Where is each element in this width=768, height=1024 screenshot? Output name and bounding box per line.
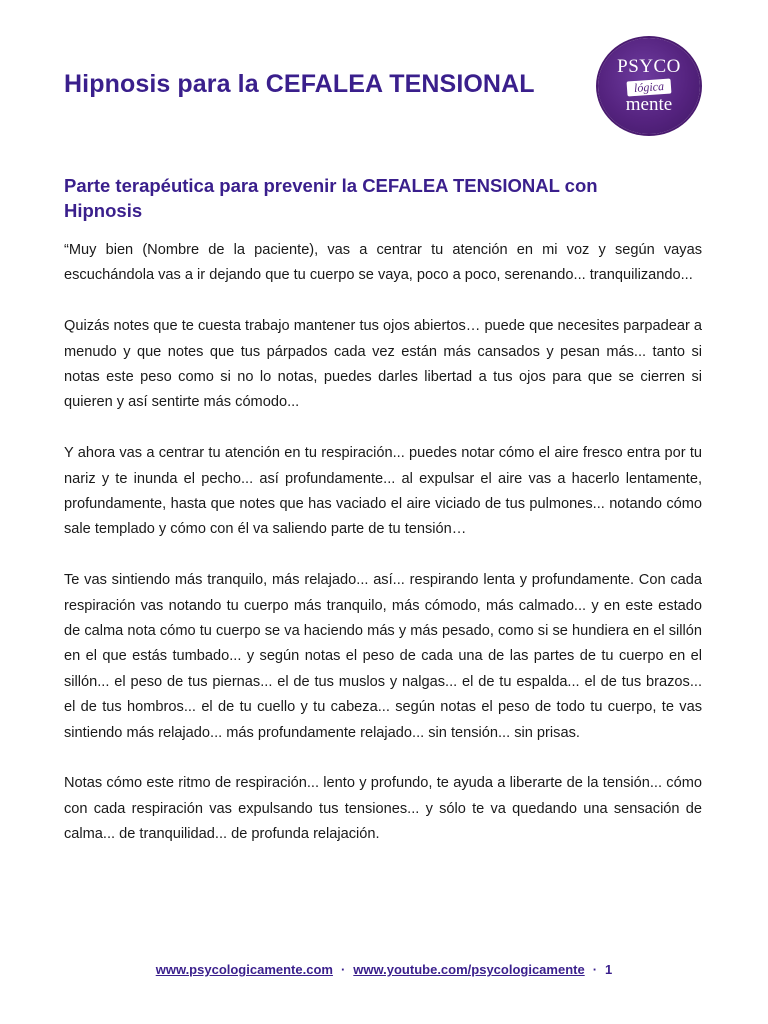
document-body [64,238,702,873]
paragraph: “Muy bien (Nombre de la paciente), vas a centrar tu atención en mi voz y según vayas escuchándola vas a ir dejando que tu cuerpo se vaya, poco a poco, serenando... tranquilizando... [64,242,702,284]
page-footer [0,962,768,977]
psycologicamente-logo [598,38,700,134]
paragraph: Te vas sintiendo más tranquilo, más relajado... así... respirando lenta y profundamente. Con cada respiración vas notando tu cuerpo más tranquilo, más cómodo, más calmado... y en este estado de calma nota cómo tu cuerpo se va haciendo más y más pesado, como si se hundiera en el sillón en el que estás tumbado... y según notas el peso de cada una de las partes de tu cuerpo en el sillón... el peso de tus piernas... el de tus muslos y nalgas... el de tu espalda... el de tus brazos... el de tus hombros... el de tu cuello y tu cabeza... según notas el peso de todo tu cuerpo, te vas sintiendo más relajado... más profundamente relajado... sin tensión... sin prisas. [64,572,702,741]
section-title: Parte terapéutica para prevenir la CEFALEA TENSIONAL con Hipnosis [64,175,598,221]
logo-line-mente: mente [625,94,673,115]
logo-line-logica: lógica [598,80,700,95]
paragraph: Notas cómo este ritmo de respiración... lento y profundo, te ayuda a liberarte de la tensión... cómo con cada respiración vas expulsando tus tensiones... y sólo te va quedando una sensación de calma... de tranquilidad... de profunda relajación. [64,775,702,843]
paragraph: Y ahora vas a centrar tu atención en tu respiración... puedes notar cómo el aire fresco entra por tu nariz y te inunda el pecho... así profundamente... al expulsar el aire vas a hacerlo lentamente, profundamente, hasta que notes que has vaciado el aire viciado de tus pulmones... notando cómo sale templado y cómo con él va saliendo parte de tu tensión… [64,445,702,538]
youtube-link[interactable]: www.youtube.com/psycologicamente [353,962,585,977]
footer-separator: · [340,962,346,977]
website-link[interactable]: www.psycologicamente.com [155,962,333,977]
footer-separator: · [592,962,598,977]
document-title: Hipnosis para la CEFALEA TENSIONAL [64,70,535,98]
page-number: 1 [605,962,613,977]
logo-line-psyco: PSYCO [617,56,681,77]
paragraph: Quizás notes que te cuesta trabajo mantener tus ojos abiertos… puede que necesites parpadear a menudo y que notes que tus párpados cada vez están más cansados y pesan más... tanto si notas este peso como si no lo notas, puedes darles libertad a tus ojos para que se cierren si quieren y así sentirte más cómodo... [64,318,702,411]
